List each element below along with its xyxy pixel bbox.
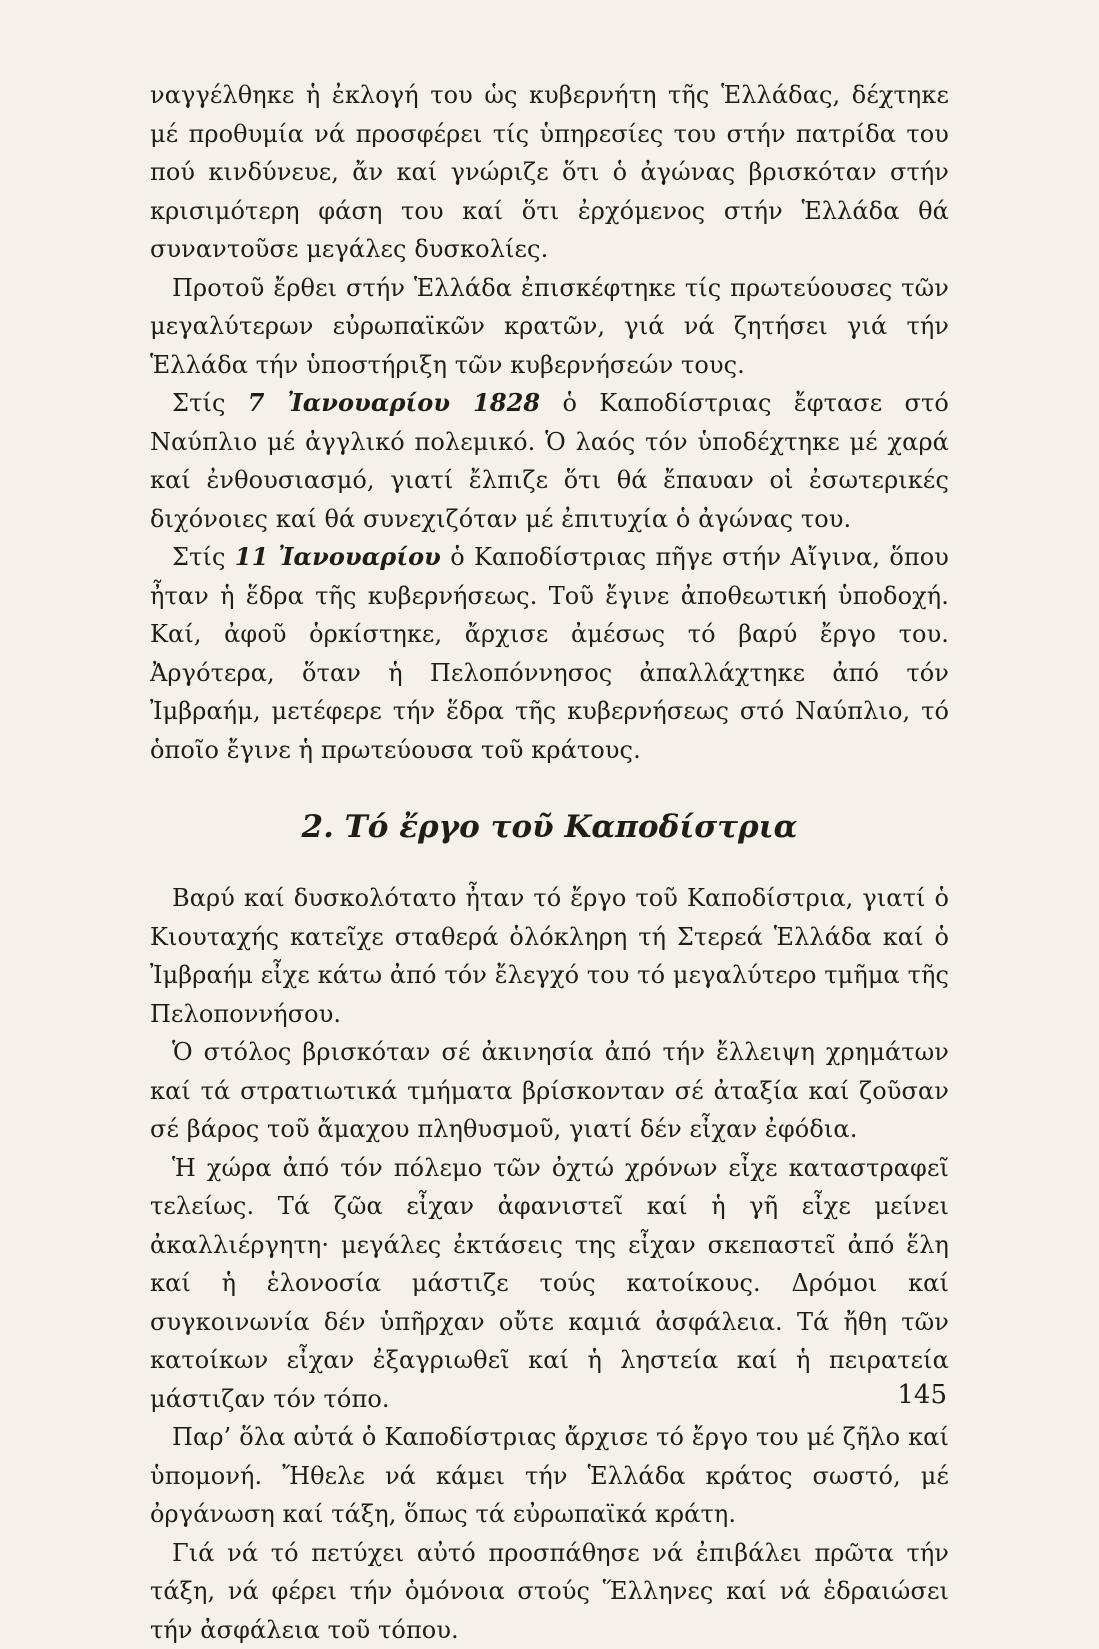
paragraph-4-suffix: ὁ Καποδίστριας πῆγε στήν Αἴγινα, ὅπου ἦταν ἡ ἕδρα τῆς κυβερνήσεως. Τοῦ ἔγινε ἀποθεωτική ὑποδοχή. Καί, ἀφοῦ ὁρκίστηκε, ἄρχισε ἀμέσως τό βαρύ ἔργο του. Ἀργότερα, ὅταν ἡ Πελοπόννησος ἀπαλλάχτηκε ἀπό τόν Ἰμβραήμ, μετέφερε τήν ἕδρα τῆς κυβερνήσεως στό Ναύπλιο, τό ὁποῖο ἔγινε ἡ πρωτεύουσα τοῦ κράτους. [150,543,949,764]
paragraph-3-suffix: ὁ Καποδίστριας ἔφτασε στό Ναύπλιο μέ ἀγγλικό πολεμικό. Ὁ λαός τόν ὑποδέχτηκε μέ χαρά καί ἐνθουσιασμό, γιατί ἔλπιζε ὅτι θά ἔπαυαν οἱ ἐσωτερικές διχόνοιες καί θά συνεχιζόταν μέ ἐπιτυχία ὁ ἀγώνας του. [150,389,949,533]
paragraph-6: Ὁ στόλος βρισκόταν σέ ἀκινησία ἀπό τήν ἔλλειψη χρημάτων καί τά στρατιωτικά τμήματα βρίσκονταν σέ ἀταξία καί ζοῦσαν σέ βάρος τοῦ ἄμαχου πληθυσμοῦ, γιατί δέν εἶχαν ἐφόδια. [150,1033,949,1149]
paragraph-1: ναγγέλθηκε ἡ ἐκλογή του ὡς κυβερνήτη τῆς Ἑλλάδας, δέχτηκε μέ προθυμία νά προσφέρει τίς ὑπηρεσίες του στήν πατρίδα του πού κινδύνευε, ἄν καί γνώριζε ὅτι ὁ ἀγώνας βρισκόταν στήν κρισιμότερη φάση του καί ὅτι ἐρχόμενος στήν Ἑλλάδα θά συναντοῦσε μεγάλες δυσκολίες. [150,76,949,269]
paragraph-3-date: 7 Ἰανουαρίου 1828 [248,388,541,417]
paragraph-2: Προτοῦ ἔρθει στήν Ἑλλάδα ἐπισκέφτηκε τίς πρωτεύουσες τῶν μεγαλύτερων εὐρωπαϊκῶν κρατῶν, γιά νά ζητήσει γιά τήν Ἑλλάδα τήν ὑποστήριξη τῶν κυβερνήσεών τους. [150,269,949,385]
paragraph-4-prefix: Στίς [172,543,235,571]
paragraph-5: Βαρύ καί δυσκολότατο ἦταν τό ἔργο τοῦ Καποδίστρια, γιατί ὁ Κιουταχής κατεῖχε σταθερά ὁλόκληρη τή Στερεά Ἑλλάδα καί ὁ Ἰμβραήμ εἶχε κάτω ἀπό τόν ἔλεγχό του τό μεγαλύτερο τμῆμα τῆς Πελοποννήσου. [150,879,949,1033]
paragraph-9: Γιά νά τό πετύχει αὐτό προσπάθησε νά ἐπιβάλει πρῶτα τήν τάξη, νά φέρει τήν ὁμόνοια στούς Ἕλληνες καί νά ἑδραιώσει τήν ἀσφάλεια τοῦ τόπου. [150,1534,949,1649]
paragraph-4-date: 11 Ἰανουαρίου [235,542,441,571]
paragraph-3 [150,384,949,538]
paragraph-7: Ἡ χώρα ἀπό τόν πόλεμο τῶν ὀχτώ χρόνων εἶχε καταστραφεῖ τελείως. Τά ζῶα εἶχαν ἀφανιστεῖ καί ἡ γῆ εἶχε μείνει ἀκαλλιέργητη· μεγάλες ἐκτάσεις της εἶχαν σκεπαστεῖ ἀπό ἕλη καί ἡ ἑλονοσία μάστιζε τούς κατοίκους. Δρόμοι καί συγκοινωνία δέν ὑπῆρχαν οὔτε καμιά ἀσφάλεια. Τά ἤθη τῶν κατοίκων εἶχαν ἐξαγριωθεῖ καί ἡ ληστεία καί ἡ πειρατεία μάστιζαν τόν τόπο. [150,1149,949,1419]
page-number: 145 [897,1382,947,1408]
paragraph-4 [150,538,949,769]
paragraph-8: Παρ’ ὅλα αὐτά ὁ Καποδίστριας ἄρχισε τό ἔργο του μέ ζῆλο καί ὑπομονή. Ἤθελε νά κάμει τήν Ἑλλάδα κράτος σωστό, μέ ὀργάνωση καί τάξη, ὅπως τά εὐρωπαϊκά κράτη. [150,1418,949,1534]
paragraph-3-prefix: Στίς [172,389,248,417]
section-title: 2. Τό ἔργο τοῦ Καποδίστρια [150,807,949,847]
